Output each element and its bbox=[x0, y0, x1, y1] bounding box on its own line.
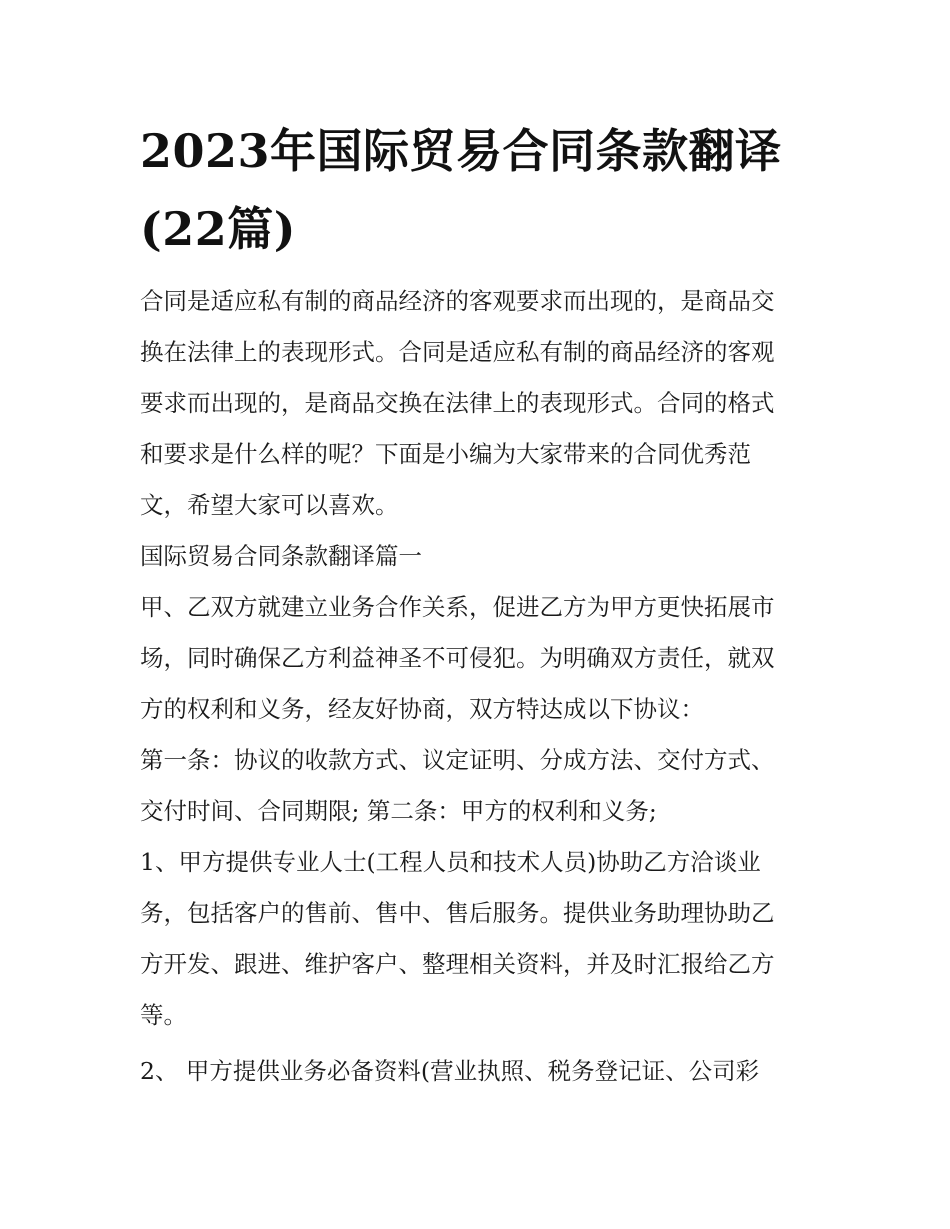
paragraph-line: 场，同时确保乙方利益神圣不可侵犯。为明确双方责任，就双 bbox=[140, 644, 775, 672]
title-line: 2023年国际贸易合同条款翻译 bbox=[140, 124, 782, 178]
paragraph-line: 换在法律上的表现形式。合同是适应私有制的商品经济的客观 bbox=[140, 338, 775, 366]
page-title bbox=[140, 112, 820, 268]
paragraph-line: 和要求是什么样的呢？下面是小编为大家带来的合同优秀范 bbox=[140, 440, 751, 468]
paragraph-line: 第一条：协议的收款方式、议定证明、分成方法、交付方式、 bbox=[140, 746, 775, 774]
list-item-line: 务，包括客户的售前、售中、售后服务。提供业务助理协助乙 bbox=[140, 899, 775, 927]
paragraph-line: 甲、乙双方就建立业务合作关系，促进乙方为甲方更快拓展市 bbox=[140, 593, 775, 621]
list-item-line: 等。 bbox=[140, 1001, 187, 1029]
paragraph-line: 方的权利和义务，经友好协商，双方特达成以下协议： bbox=[140, 695, 704, 723]
list-item-line: 1、甲方提供专业人士(工程人员和技术人员)协助乙方洽谈业 bbox=[140, 848, 761, 876]
paragraph-line: 交付时间、合同期限; 第二条：甲方的权利和义务; bbox=[140, 797, 657, 825]
paragraph-line: 文，希望大家可以喜欢。 bbox=[140, 491, 399, 519]
list-item-line: 方开发、跟进、维护客户、整理相关资料，并及时汇报给乙方 bbox=[140, 950, 775, 978]
list-item-line: 2、 甲方提供业务必备资料(营业执照、税务登记证、公司彩 bbox=[140, 1057, 760, 1085]
paragraph-line: 合同是适应私有制的商品经济的客观要求而出现的，是商品交 bbox=[140, 287, 775, 315]
title-line: (22篇) bbox=[140, 202, 297, 256]
section-heading: 国际贸易合同条款翻译篇一 bbox=[140, 542, 422, 570]
document-body bbox=[140, 276, 820, 1097]
paragraph-line: 要求而出现的，是商品交换在法律上的表现形式。合同的格式 bbox=[140, 389, 775, 417]
